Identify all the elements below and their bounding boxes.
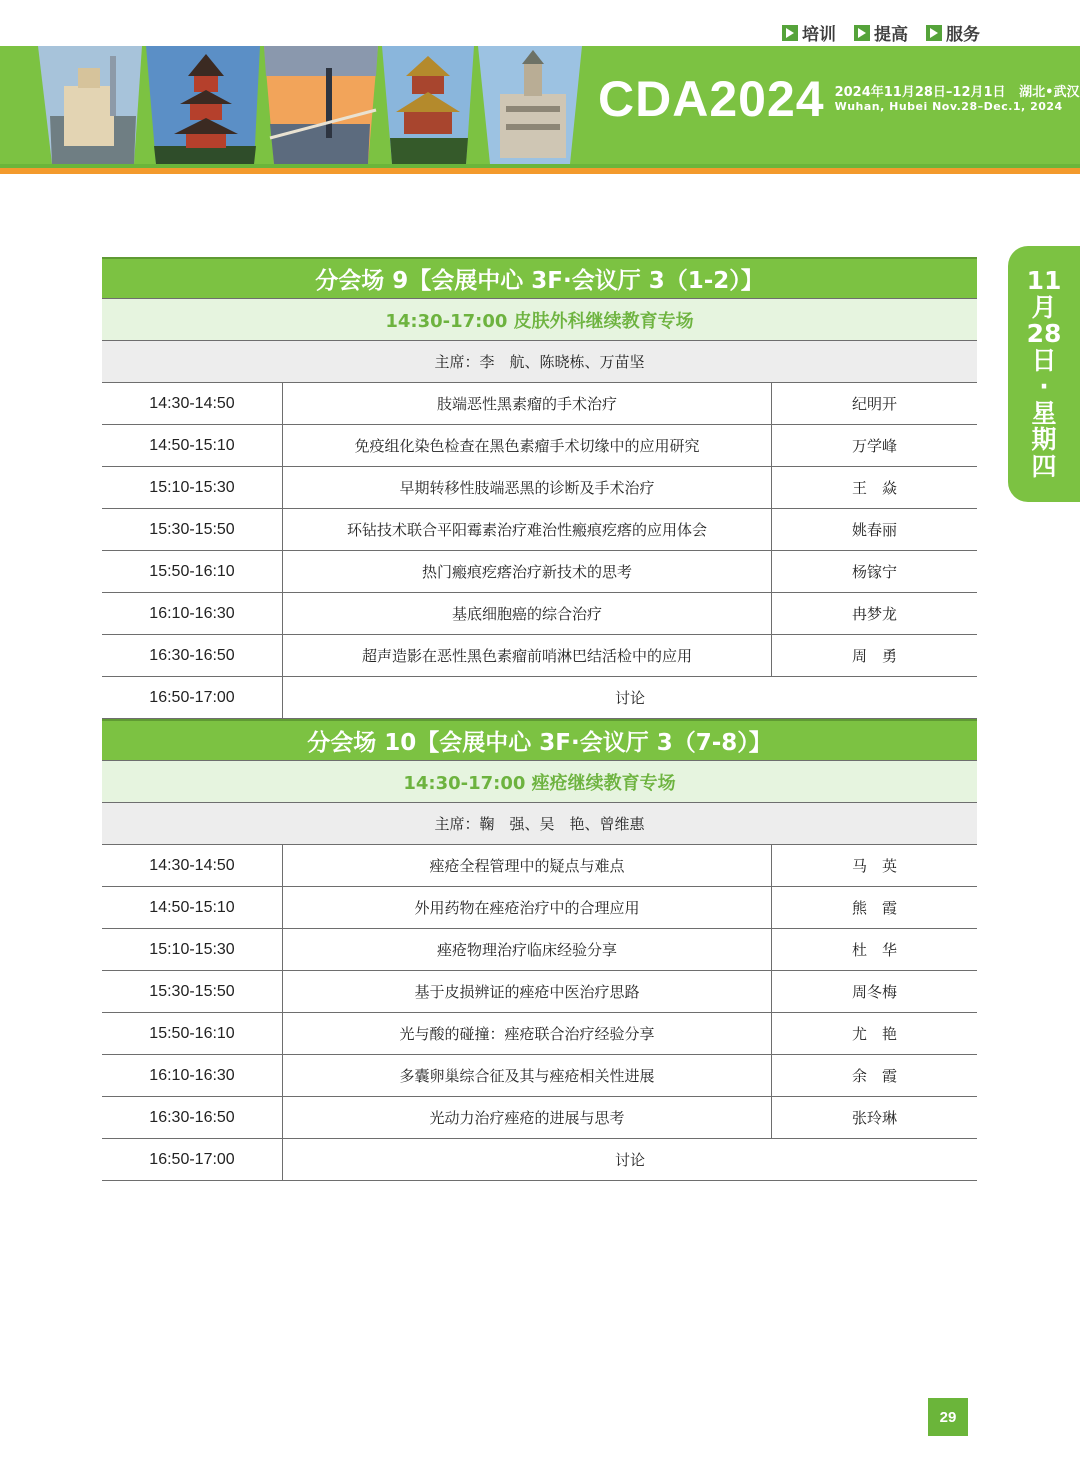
side-tab-char: 11 — [1026, 266, 1062, 295]
item-time: 15:50-16:10 — [102, 551, 283, 592]
table-row — [102, 887, 977, 929]
header-divider-orange — [0, 168, 1080, 174]
item-time: 15:30-15:50 — [102, 971, 283, 1012]
event-location-cn: 湖北•武汉 — [1019, 84, 1080, 100]
item-speaker: 杨镓宁 — [851, 563, 897, 581]
table-row — [102, 971, 977, 1013]
item-title: 早期转移性肢端恶黑的诊断及手术治疗 — [283, 467, 772, 508]
header-tagline — [782, 20, 980, 45]
item-speaker: 姚春丽 — [851, 521, 897, 539]
item-time: 15:10-15:30 — [102, 467, 283, 508]
item-title: 基底细胞癌的综合治疗 — [283, 593, 772, 634]
item-time: 16:50-17:00 — [102, 1139, 283, 1180]
page-number: 29 — [928, 1398, 968, 1436]
discussion-row — [102, 1139, 977, 1181]
item-speaker: 余 霞 — [851, 1067, 897, 1085]
table-row — [102, 551, 977, 593]
side-tab-char: · — [1039, 372, 1049, 401]
table-row — [102, 635, 977, 677]
play-arrow-icon — [782, 25, 798, 41]
event-date-en: Wuhan, Hubei Nov.28–Dec.1, 2024 — [834, 100, 1063, 114]
side-tab-char: 月 — [1031, 292, 1057, 322]
item-speaker: 纪明开 — [851, 395, 897, 413]
item-speaker: 马 英 — [851, 857, 897, 875]
tag-label: 提高 — [874, 25, 908, 45]
session-title: 分会场 10【会展中心 3F·会议厅 3（7-8）】 — [102, 719, 977, 761]
tag-service — [926, 20, 980, 45]
event-name: CDA2024 — [598, 71, 825, 127]
event-dates — [835, 85, 1080, 114]
item-speaker: 周 勇 — [851, 647, 897, 665]
table-row — [102, 383, 977, 425]
item-time: 14:30-14:50 — [102, 383, 283, 424]
event-date-cn: 2024年11月28日–12月1日 — [834, 84, 1006, 100]
tag-training — [782, 20, 836, 45]
item-title: 痤疮全程管理中的疑点与难点 — [283, 845, 772, 886]
item-time: 14:50-15:10 — [102, 425, 283, 466]
table-row — [102, 1013, 977, 1055]
table-row — [102, 509, 977, 551]
table-row — [102, 1097, 977, 1139]
item-title: 光与酸的碰撞：痤疮联合治疗经验分享 — [283, 1013, 772, 1054]
table-row — [102, 467, 977, 509]
item-speaker: 杜 华 — [851, 941, 897, 959]
item-time: 16:10-16:30 — [102, 1055, 283, 1096]
session-chair: 主席：鞠 强、吴 艳、曾维惠 — [102, 803, 977, 845]
item-title: 环钻技术联合平阳霉素治疗难治性瘢痕疙瘩的应用体会 — [283, 509, 772, 550]
tag-label: 培训 — [802, 25, 836, 45]
side-tab-char: 日 — [1031, 345, 1057, 375]
item-time: 16:30-16:50 — [102, 1097, 283, 1138]
side-tab-char: 星 — [1031, 398, 1057, 428]
discussion-label: 讨论 — [614, 689, 645, 707]
tag-improve — [854, 20, 908, 45]
item-title: 痤疮物理治疗临床经验分享 — [283, 929, 772, 970]
table-row — [102, 593, 977, 635]
item-speaker: 周冬梅 — [851, 983, 897, 1001]
item-title: 光动力治疗痤疮的进展与思考 — [283, 1097, 772, 1138]
item-speaker: 万学峰 — [851, 437, 897, 455]
date-side-tab — [1008, 246, 1080, 502]
session-table-9 — [102, 257, 977, 719]
session-topic: 14:30-17:00 痤疮继续教育专场 — [102, 761, 977, 803]
item-title: 免疫组化染色检查在黑色素瘤手术切缘中的应用研究 — [283, 425, 772, 466]
item-speaker: 冉梦龙 — [851, 605, 897, 623]
item-time: 15:30-15:50 — [102, 509, 283, 550]
item-time: 16:10-16:30 — [102, 593, 283, 634]
item-title: 超声造影在恶性黑色素瘤前哨淋巴结活检中的应用 — [283, 635, 772, 676]
item-title: 外用药物在痤疮治疗中的合理应用 — [283, 887, 772, 928]
play-arrow-icon — [854, 25, 870, 41]
session-table-10 — [102, 719, 977, 1181]
item-time: 15:10-15:30 — [102, 929, 283, 970]
side-tab-char: 期 — [1031, 425, 1057, 454]
tag-label: 服务 — [946, 25, 980, 45]
item-title: 肢端恶性黑素瘤的手术治疗 — [283, 383, 772, 424]
item-time: 14:50-15:10 — [102, 887, 283, 928]
discussion-row — [102, 677, 977, 719]
table-row — [102, 425, 977, 467]
item-speaker: 尤 艳 — [851, 1025, 897, 1043]
item-title: 热门瘢痕疙瘩治疗新技术的思考 — [283, 551, 772, 592]
side-tab-char: 28 — [1026, 319, 1062, 348]
banner-text — [598, 71, 1080, 127]
play-arrow-icon — [926, 25, 942, 41]
session-chair: 主席：李 航、陈晓栋、万苗坚 — [102, 341, 977, 383]
table-row — [102, 845, 977, 887]
wuhan-landmarks-photo-strip — [30, 46, 590, 164]
item-speaker: 王 焱 — [851, 479, 897, 497]
header-banner — [0, 46, 1080, 164]
item-speaker: 张玲琳 — [851, 1109, 897, 1127]
item-title: 多囊卵巢综合征及其与痤疮相关性进展 — [283, 1055, 772, 1096]
session-title: 分会场 9【会展中心 3F·会议厅 3（1-2）】 — [102, 257, 977, 299]
item-time: 16:50-17:00 — [102, 677, 283, 718]
side-tab-char: 四 — [1031, 451, 1057, 481]
table-row — [102, 929, 977, 971]
item-time: 16:30-16:50 — [102, 635, 283, 676]
item-title: 基于皮损辨证的痤疮中医治疗思路 — [283, 971, 772, 1012]
discussion-label: 讨论 — [614, 1151, 645, 1169]
item-time: 14:30-14:50 — [102, 845, 283, 886]
session-topic: 14:30-17:00 皮肤外科继续教育专场 — [102, 299, 977, 341]
item-time: 15:50-16:10 — [102, 1013, 283, 1054]
item-speaker: 熊 霞 — [851, 899, 897, 917]
table-row — [102, 1055, 977, 1097]
